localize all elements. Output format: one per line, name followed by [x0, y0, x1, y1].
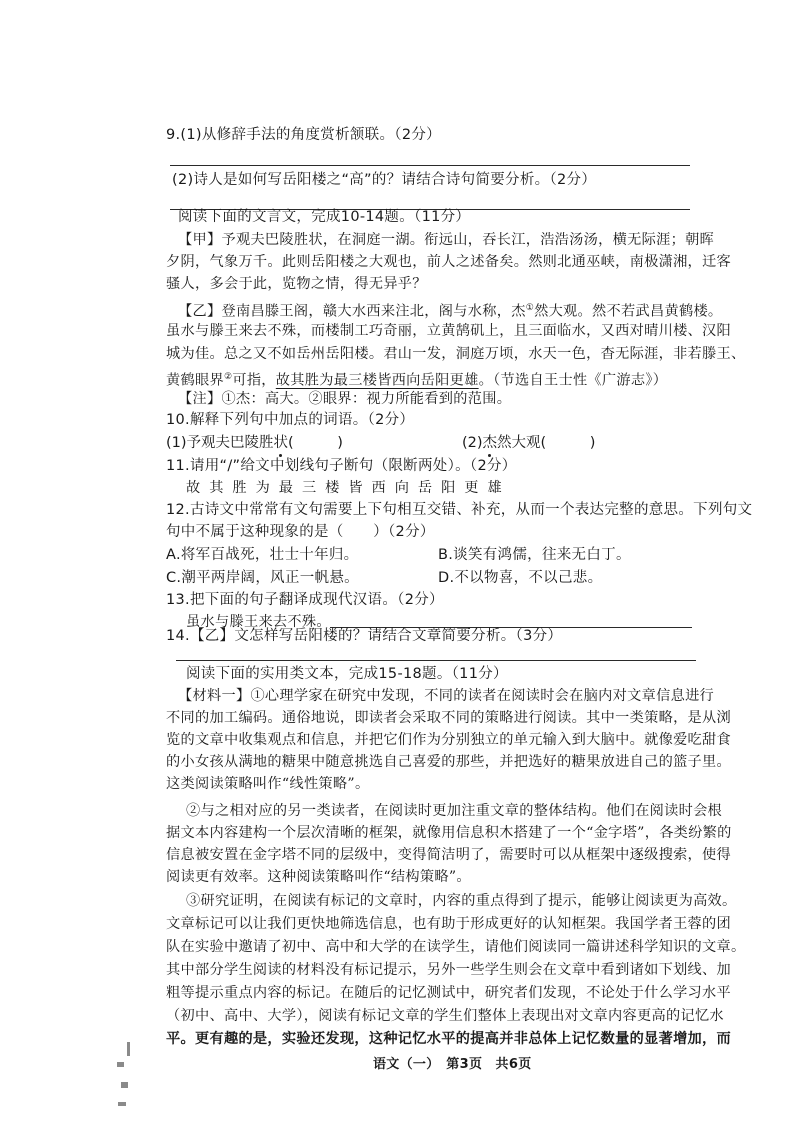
passage-yi-text: 可指， [232, 372, 276, 389]
practical-line: 其中部分学生阅读的材料没有标记提示，另外一些学生则会在文章中看到诸如下划线、加 [166, 962, 732, 978]
passage-jia-line: 【甲】予观夫巴陵胜状，在洞庭一湖。衔远山，吞长江，浩浩汤汤，横无际涯；朝晖 [178, 232, 715, 248]
scan-mark [117, 1062, 124, 1067]
q13-stem: 13.把下面的句子翻译成现代汉语。（2分） [166, 592, 444, 608]
passage-yi-text: 黄鹤眼界 [166, 372, 224, 389]
q12-stem: 句中不属于这种现象的是（ ）（2分） [166, 524, 435, 540]
scan-mark [118, 1102, 126, 1106]
underlined-sentence: 故其胜为最三楼皆西向岳阳更雄 [275, 372, 479, 389]
q14-stem: 14.【乙】文怎样写岳阳楼的？请结合文章简要分析。（3分） [166, 628, 563, 644]
practical-line: 的小女孩从满地的糖果中随意挑选自己喜爱的那些，并把选好的糖果放进自己的篮子里。 [166, 754, 732, 770]
passage-yi-text: 【乙】登南昌滕王阁，赣大水西来注北，阁与水称，杰 [178, 303, 526, 320]
q9-part1: 9.(1)从修辞手法的角度赏析颔联。（2分） [166, 127, 441, 143]
passage-yi-line [178, 298, 722, 322]
passage-yi-line: 城为佳。总之又不如岳州岳阳楼。君山一发，洞庭万顷，水天一色，杳无际涯，非若滕王、 [166, 346, 746, 362]
practical-line: 文章标记可以让我们更快地筛选信息，也有助于形成更好的认知框架。我国学者王蓉的团 [166, 916, 732, 932]
footnote-mark: ① [525, 303, 535, 313]
q13-sentence: 虽水与滕王来去不殊。 [186, 614, 331, 630]
practical-line: ②与之相对应的另一类读者，在阅读时更加注重文章的整体结构。他们在阅读时会根 [186, 803, 723, 819]
q10-item-2-blank[interactable]: 然大观( ) [497, 435, 596, 451]
answer-line[interactable] [176, 660, 696, 661]
classical-intro: 阅读下面的文言文，完成10-14题。（11分） [178, 209, 471, 225]
passage-yi-line [166, 367, 667, 391]
q10-item-2 [462, 433, 595, 453]
practical-line: 据文本内容建构一个层次清晰的框架，就像用信息积木搭建了一个“金字塔”，各类纷繁的 [166, 825, 732, 841]
passage-yi-line: 虽水与滕王来去不殊，而楼制工巧奇丽，立黄鹄矶上，且三面临水，又西对晴川楼、汉阳 [166, 323, 732, 339]
page-footer: 语文（一） 第3页 共6页 [373, 1057, 532, 1072]
practical-line: 【材料一】①心理学家在研究中发现，不同的读者在阅读时会在脑内对文章信息进行 [178, 688, 715, 704]
practical-line: 不同的加工编码。通俗地说，即读者会采取不同的策略进行阅读。其中一类策略，是从浏 [166, 710, 732, 726]
practical-line: 览的文章中收集观点和信息，并把它们作为分别独立的单元输入到大脑中。就像爱吃甜食 [166, 732, 732, 748]
q12-option-b[interactable]: B.谈笑有鸿儒，往来无白丁。 [438, 547, 631, 563]
dotted-word: 状 [273, 435, 289, 451]
answer-line[interactable] [170, 165, 690, 166]
passage-yi-source: 。（节选自王士性《广游志》） [478, 372, 668, 389]
practical-line: （初中、高中、大学），阅读有标记文章的学生们整体上表现出对文章内容更高的记忆水 [166, 1008, 724, 1024]
q10-stem: 10.解释下列句中加点的词语。（2分） [166, 412, 415, 428]
q11-stem: 11.请用“/”给文中划线句子断句（限断两处）。（2分） [166, 458, 517, 474]
practical-line: 信息被安置在金字塔不同的层级中，变得简洁明了，需要时可以从框架中逐级搜索，使得 [166, 847, 732, 863]
scan-mark [127, 1042, 130, 1056]
practical-line: 平。更有趣的是，实验还发现，这种记忆水平的提高并非总体上记忆数量的显著增加，而 [166, 1031, 732, 1047]
q10-item-1 [166, 433, 343, 453]
practical-line: 这类阅读策略叫作“线性策略”。 [166, 776, 370, 792]
q12-stem: 12.古诗文中常常有文句需要上下句相互交错、补充，从而一个表达完整的意思。下列句文 [166, 502, 753, 518]
practical-line: 阅读更有效率。这种阅读策略叫作“结构策略”。 [166, 869, 471, 885]
q10-item-1-text: (1)予观夫巴陵胜 [166, 435, 274, 451]
q10-item-2-text: (2) [462, 435, 483, 451]
scan-mark [121, 1082, 128, 1088]
q10-item-1-blank[interactable]: ( ) [288, 435, 343, 451]
practical-line: 队在实验中邀请了初中、高中和大学的在读学生，请他们阅读同一篇讲述科学知识的文章。 [166, 939, 746, 955]
dotted-word: 杰 [482, 435, 498, 451]
q11-sentence[interactable]: 故其胜为最三楼皆西向岳阳更雄 [186, 480, 511, 496]
passage-jia-line: 夕阴，气象万千。此则岳阳楼之大观也，前人之述备矣。然则北通巫峡，南极潇湘，迁客 [166, 254, 732, 270]
annotation-note: 【注】①杰：高大。②眼界：视力所能看到的范围。 [178, 391, 512, 407]
passage-yi-text: 然大观。然不若武昌黄鹤楼。 [534, 303, 723, 320]
q12-option-a[interactable]: A.将军百战死，壮士十年归。 [166, 547, 359, 563]
practical-intro: 阅读下面的实用类文本，完成15-18题。（11分） [186, 666, 508, 682]
q12-option-c[interactable]: C.潮平两岸阔，风正一帆悬。 [166, 570, 359, 586]
passage-jia-line: 骚人，多会于此，览物之情，得无异乎？ [166, 276, 427, 292]
footnote-mark: ② [223, 372, 233, 382]
practical-line: ③研究证明，在阅读有标记的文章时，内容的重点得到了提示，能够让阅读更为高效。 [186, 893, 737, 909]
q12-option-d[interactable]: D.不以物喜，不以己悲。 [438, 570, 603, 586]
q9-part2: (2)诗人是如何写岳阳楼之“高”的？请结合诗句简要分析。（2分） [172, 172, 597, 188]
practical-line: 粗等提示重点内容的标记。在随后的记忆测试中，研究者们发现，不论处于什么学习水平 [166, 985, 732, 1001]
